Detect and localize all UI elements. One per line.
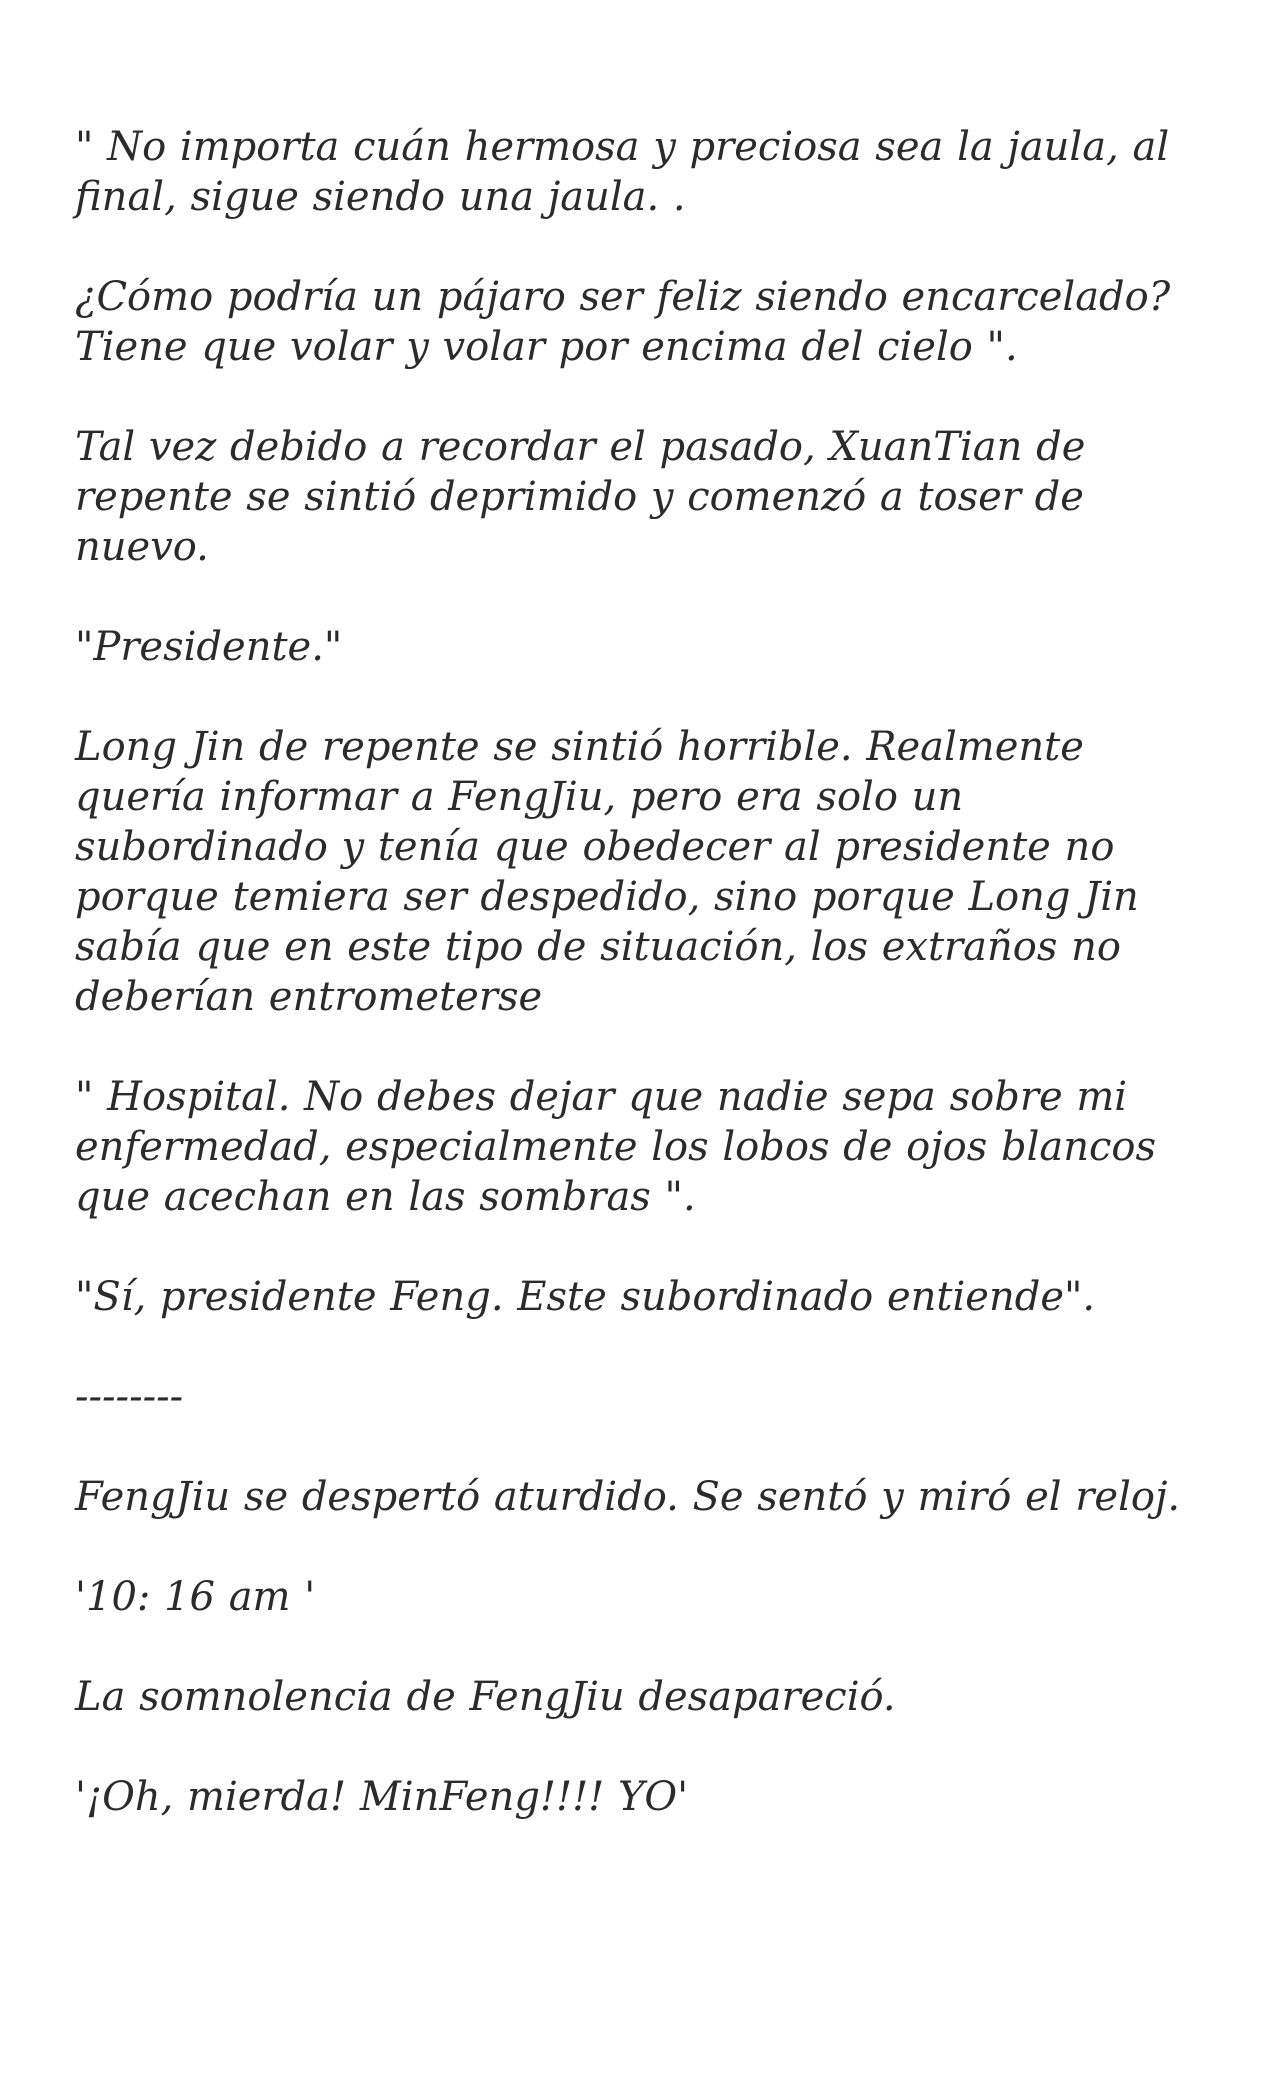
paragraph-time: '10: 16 am ' xyxy=(75,1574,316,1620)
paragraph-exclamation: '¡Oh, mierda! MinFeng!!!! YO' xyxy=(75,1774,689,1820)
paragraph-cage: " No importa cuán hermosa y preciosa sea la jaula, al final, sigue siendo una jaula. . xyxy=(75,124,1170,220)
paragraph-xuantian: Tal vez debido a recordar el pasado, XuanTian de repente se sintió deprimido y comenzó a toser de nuevo. xyxy=(75,424,1086,570)
paragraph-bird: ¿Cómo podría un pájaro ser feliz siendo encarcelado? Tiene que volar y volar por encima del cielo ". xyxy=(75,274,1171,370)
paragraph-presidente: "Presidente." xyxy=(75,624,343,670)
paragraph-long-jin: Long Jin de repente se sintió horrible. Realmente quería informar a FengJiu, pero era solo un subordinado y tenía que obedecer al presidente no porque temiera ser despedido, sino porque Long Jin sabía que en este tipo de situación, los extraños no deberían entrometerse xyxy=(75,724,1139,1020)
scene-divider: -------- xyxy=(75,1374,184,1420)
paragraph-fengjiu-wakes: FengJiu se despertó aturdido. Se sentó y miró el reloj. xyxy=(75,1474,1181,1520)
paragraph-hospital: " Hospital. No debes dejar que nadie sepa sobre mi enfermedad, especialmente los lobos de ojos blancos que acechan en las sombras ". xyxy=(75,1074,1156,1220)
paragraph-somnolencia: La somnolencia de FengJiu desapareció. xyxy=(75,1674,896,1720)
paragraph-subordinado: "Sí, presidente Feng. Este subordinado entiende". xyxy=(75,1274,1096,1320)
